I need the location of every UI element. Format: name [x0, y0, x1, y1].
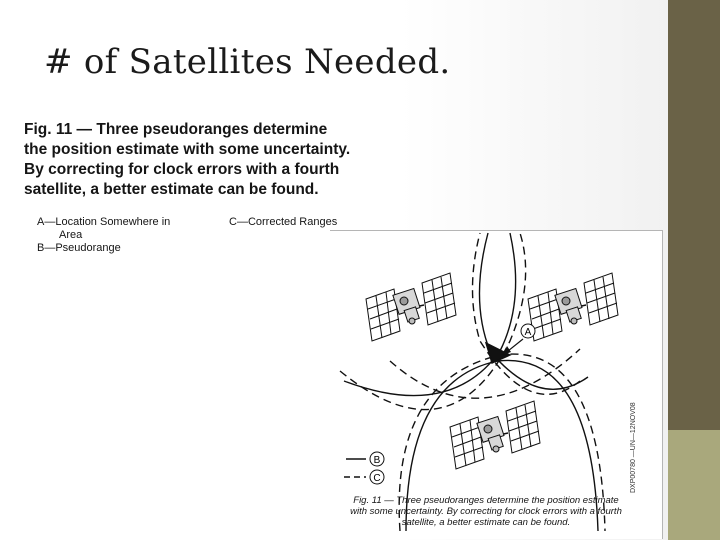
caption-line: Fig. 11 — Three pseudoranges determine	[24, 121, 328, 138]
satellite-icon	[528, 273, 618, 341]
caption-line: satellite, a better estimate can be found.	[24, 181, 319, 198]
diagram-caption-line: satellite, a better estimate can be found.	[401, 517, 571, 528]
sidebar-accent-dark	[668, 0, 720, 430]
legend-right	[229, 216, 389, 229]
marker-b-label: B	[373, 455, 381, 466]
diagram-caption-line: Fig. 11 — Three pseudoranges determine the position estimate	[353, 495, 619, 506]
diagram-caption-line: with some uncertainty. By correcting for clock errors with a fourth	[350, 506, 622, 517]
sidebar-accent-light	[668, 430, 720, 540]
legend-a-line1: A—Location Somewhere in	[37, 216, 171, 228]
marker-a-label: A	[524, 327, 532, 338]
satellite-icon	[366, 273, 456, 341]
legend-b: B—Pseudorange	[37, 242, 121, 254]
legend-c: C—Corrected Ranges	[229, 216, 338, 228]
caption-line: the position estimate with some uncertainty.	[24, 141, 351, 158]
figure-caption	[24, 120, 424, 200]
figure-code: DXP00780 —UN—12NOV08	[630, 402, 637, 493]
marker-c-label: C	[373, 473, 381, 484]
satellite-icon	[450, 401, 540, 469]
slide-title: # of Satellites Needed.	[44, 42, 451, 82]
diagram-svg	[330, 231, 662, 539]
diagram-caption	[336, 495, 636, 528]
caption-line: By correcting for clock errors with a fourth	[24, 161, 340, 178]
satellite-diagram	[330, 230, 663, 539]
legend-a-line2: Area	[59, 229, 83, 241]
legend-left	[37, 216, 217, 255]
